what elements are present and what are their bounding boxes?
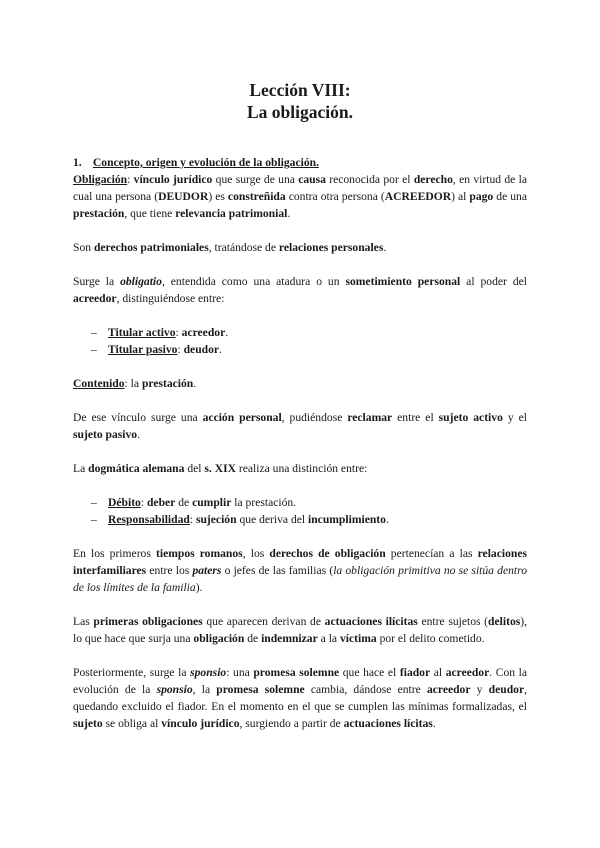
paragraph-dogmatica: La dogmática alemana del s. XIX realiza una distinción entre: — [73, 462, 368, 475]
list-item: – Titular pasivo: deudor. — [91, 341, 527, 358]
paragraph-sponsio: Posteriormente, surge la sponsio: una promesa solemne que hace el fiador al acreedor. Con la evolución de la sponsio, la promesa solemne cambia, dándose entre acreedor y deudor, quedando excluido el fiador. En el momento en el que se cumplen las mínimas formalizadas, el sujeto se obliga al vínculo jurídico, surgiendo a partir de actuaciones lícitas. — [73, 666, 528, 730]
lesson-subtitle: La obligación. — [247, 102, 353, 122]
debito-list — [73, 494, 527, 528]
titulares-list — [73, 324, 527, 358]
paragraph-contenido: Contenido: la prestación. — [73, 377, 197, 390]
list-item: – Débito: deber de cumplir la prestación. — [91, 494, 527, 511]
paragraph-obligatio: Surge la obligatio, entendida como una atadura o un sometimiento personal al poder del acreedor, distinguiéndose entre: — [73, 275, 527, 305]
paragraph-patrimonial: Son derechos patrimoniales, tratándose de relaciones personales. — [73, 241, 387, 254]
list-item: – Responsabilidad: sujeción que deriva del incumplimiento. — [91, 511, 527, 528]
paragraph-definition: Obligación: vínculo jurídico que surge de una causa reconocida por el derecho, en virtud de la cual una persona (DEUDOR) es constreñida contra otra persona (ACREEDOR) al pago de una prestación, que tiene relevancia patrimonial. — [73, 173, 527, 220]
section-heading: 1. Concepto, origen y evolución de la obligación. — [73, 156, 319, 169]
list-item: – Titular activo: acreedor. — [91, 324, 527, 341]
paragraph-accion: De ese vínculo surge una acción personal, pudiéndose reclamar entre el sujeto activo y el sujeto pasivo. — [73, 411, 527, 441]
paragraph-primeras-obligaciones: Las primeras obligaciones que aparecen derivan de actuaciones ilícitas entre sujetos (delitos), lo que hace que surja una obligación de indemnizar a la víctima por el delito cometido. — [73, 615, 528, 645]
lesson-title: Lección VIII: — [249, 80, 351, 100]
document-body — [73, 154, 527, 732]
paragraph-tiempos-romanos: En los primeros tiempos romanos, los derechos de obligación pertenecían a las relaciones interfamiliares entre los paters o jefes de las familias (la obligación primitiva no se sitúa dentro de los límites de la familia). — [73, 547, 527, 594]
